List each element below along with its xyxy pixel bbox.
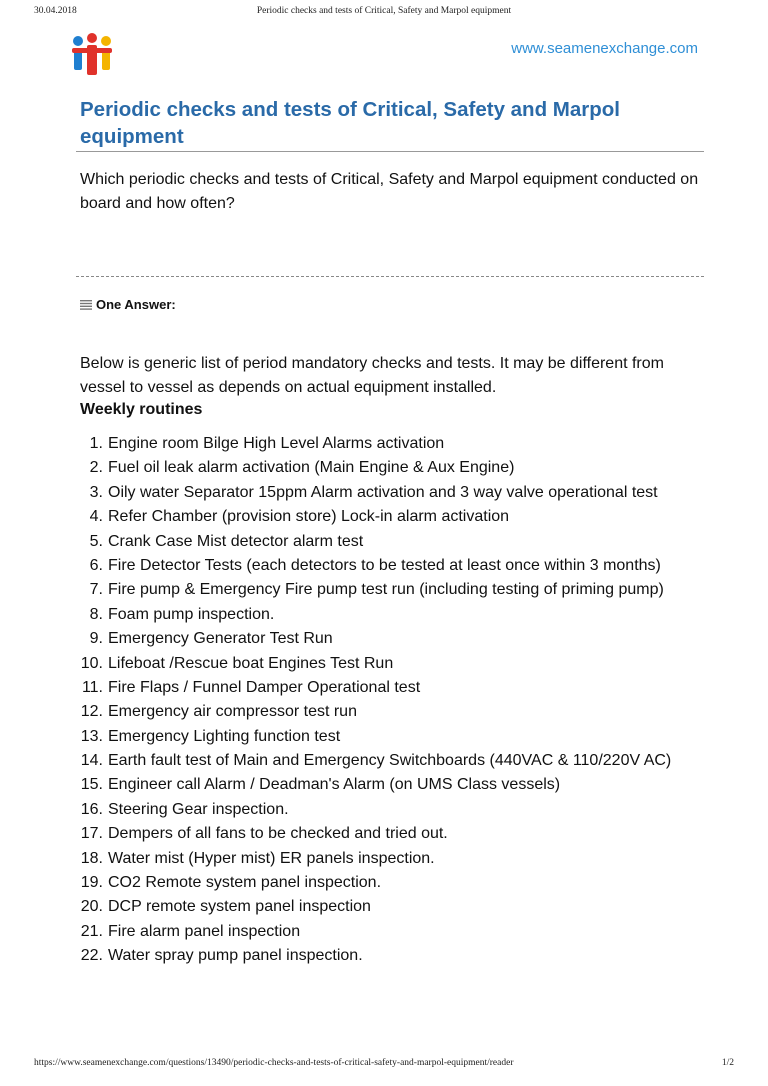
list-item-number: 8 .	[80, 605, 103, 624]
list-item	[80, 727, 700, 746]
list-item	[80, 678, 700, 697]
list-item-number: 5 .	[80, 532, 103, 551]
list-item	[80, 507, 700, 526]
list-item-text: Oily water Separator 15ppm Alarm activation and 3 way valve operational test	[108, 483, 658, 501]
list-item-text: Engineer call Alarm / Deadman's Alarm (on UMS Class vessels)	[108, 776, 561, 794]
list-item-number: 22 .	[80, 946, 103, 965]
list-item-number: 15 .	[80, 775, 103, 794]
list-item-text: Water spray pump panel inspection.	[108, 947, 363, 965]
list-item	[80, 849, 700, 868]
list-item	[80, 580, 700, 599]
list-item	[80, 922, 700, 941]
list-item-number: 21 .	[80, 922, 103, 941]
list-item-text: CO2 Remote system panel inspection.	[108, 874, 382, 892]
site-link[interactable]: www.seamenexchange.com	[511, 40, 698, 57]
question-text: Which periodic checks and tests of Critical, Safety and Marpol equipment conducted on board and how often?	[80, 171, 699, 212]
list-item-number: 11 .	[80, 678, 103, 697]
list-item-text: Emergency Lighting function test	[108, 727, 341, 745]
list-item	[80, 654, 700, 673]
list-item-text: Dempers of all fans to be checked and tried out.	[108, 825, 448, 843]
list-item-text: Fire Detector Tests (each detectors to be tested at least once within 3 months)	[108, 556, 661, 574]
answer-label	[80, 297, 176, 312]
list-item	[80, 458, 700, 477]
list-item-number: 2 .	[80, 458, 103, 477]
list-item	[80, 605, 700, 624]
list-item	[80, 751, 700, 770]
page-title: Periodic checks and tests of Critical, Safety and Marpol equipment	[80, 98, 620, 148]
weekly-heading: Weekly routines	[80, 401, 203, 418]
print-footer	[0, 1058, 768, 1072]
seamenexchange-logo-icon[interactable]	[70, 32, 114, 78]
list-item	[80, 800, 700, 819]
list-item-number: 12 .	[80, 702, 103, 721]
list-item	[80, 702, 700, 721]
list-item-text: DCP remote system panel inspection	[108, 898, 371, 916]
title-divider	[76, 151, 704, 152]
answer-label-text: One Answer:	[96, 297, 176, 312]
list-item	[80, 873, 700, 892]
list-item	[80, 946, 700, 965]
list-item-number: 10 .	[80, 654, 103, 673]
list-item-text: Crank Case Mist detector alarm test	[108, 532, 364, 550]
intro-text: Below is generic list of period mandatory checks and tests. It may be different from vessel to vessel as depends on actual equipment installed.	[80, 355, 664, 396]
print-doc-title: Periodic checks and tests of Critical, Safety and Marpol equipment	[256, 6, 512, 16]
list-item-text: Engine room Bilge High Level Alarms activation	[108, 435, 445, 452]
article-header	[80, 96, 704, 150]
weekly-routines-list	[80, 434, 700, 971]
list-item-text: Steering Gear inspection.	[108, 800, 289, 818]
list-item	[80, 629, 700, 648]
list-item	[80, 532, 700, 551]
list-item-text: Emergency Generator Test Run	[108, 630, 333, 648]
list-item-number: 3 .	[80, 483, 103, 502]
print-url: https://www.seamenexchange.com/questions/13490/periodic-checks-and-tests-of-critical-safety-and-marpol-equipment/reader	[34, 1058, 514, 1068]
list-item-text: Fire Flaps / Funnel Damper Operational test	[108, 678, 421, 696]
list-item-number: 19 .	[80, 873, 103, 892]
list-item-number: 1 .	[80, 434, 103, 453]
list-item-text: Water mist (Hyper mist) ER panels inspection.	[108, 849, 435, 867]
list-item-number: 20 .	[80, 897, 103, 916]
print-date: 30.04.2018	[34, 6, 77, 16]
list-item-number: 14 .	[80, 751, 103, 770]
list-item-number: 7 .	[80, 580, 103, 599]
list-item-number: 9 .	[80, 629, 103, 648]
print-header	[0, 6, 768, 20]
list-item-text: Refer Chamber (provision store) Lock-in alarm activation	[108, 508, 510, 526]
list-item-text: Emergency air compressor test run	[108, 703, 357, 721]
section-divider	[76, 276, 704, 277]
list-item-text: Fire pump & Emergency Fire pump test run (including testing of priming pump)	[108, 581, 664, 599]
list-item	[80, 556, 700, 575]
list-item-number: 13 .	[80, 727, 103, 746]
list-item-number: 18 .	[80, 849, 103, 868]
list-item-text: Fuel oil leak alarm activation (Main Engine & Aux Engine)	[108, 459, 515, 477]
list-item-text: Fire alarm panel inspection	[108, 922, 301, 940]
list-icon	[80, 300, 92, 310]
list-item-text: Lifeboat /Rescue boat Engines Test Run	[108, 654, 394, 672]
list-item-text: Foam pump inspection.	[108, 605, 275, 623]
list-item-number: 16 .	[80, 800, 103, 819]
list-item	[80, 775, 700, 794]
list-item-number: 17 .	[80, 824, 103, 843]
list-item	[80, 483, 700, 502]
list-item-number: 6 .	[80, 556, 103, 575]
list-item	[80, 824, 700, 843]
page-number: 1/2	[721, 1058, 734, 1068]
list-item-text: Earth fault test of Main and Emergency Switchboards (440VAC & 110/220V AC)	[108, 752, 672, 770]
list-item	[80, 434, 700, 453]
list-item	[80, 897, 700, 916]
list-item-number: 4 .	[80, 507, 103, 526]
